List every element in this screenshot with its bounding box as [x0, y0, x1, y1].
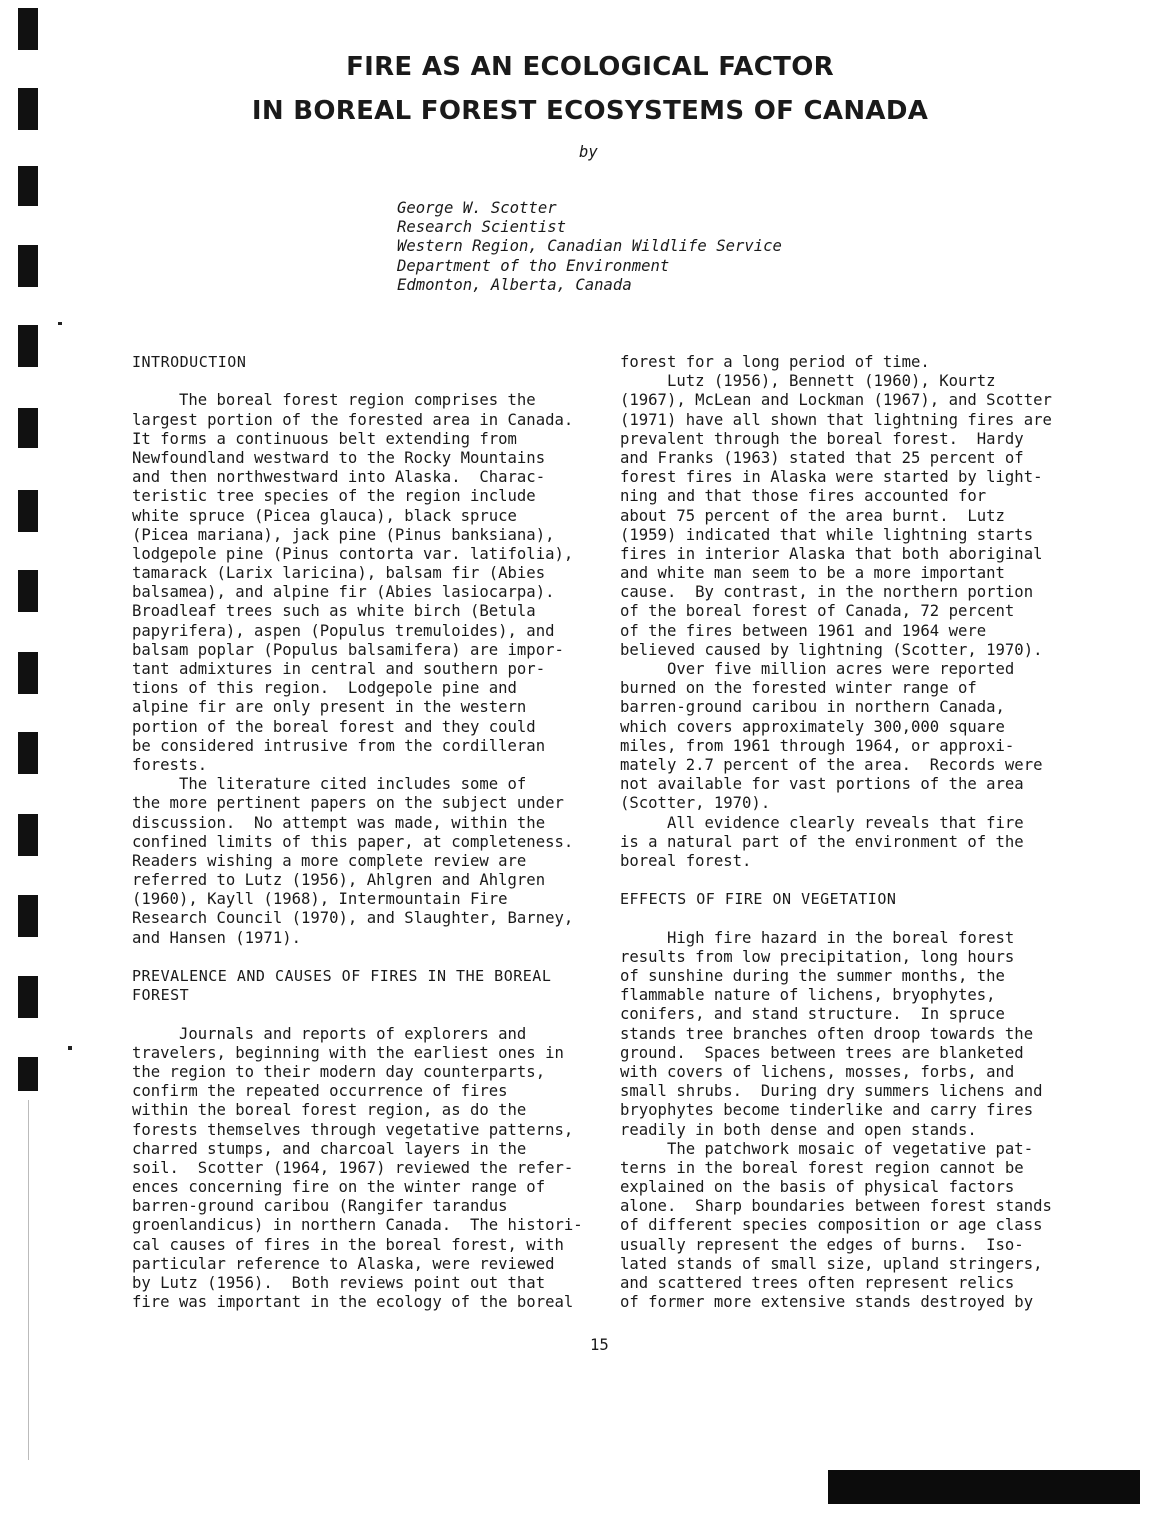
text-line: The literature cited includes some of: [132, 775, 527, 794]
text-line: referred to Lutz (1956), Ahlgren and Ahlgren: [132, 871, 546, 890]
text-line: cause. By contrast, in the northern portion: [620, 583, 1034, 602]
text-line: alpine fir are only present in the western: [132, 698, 527, 717]
text-line: bryophytes become tinderlike and carry fires: [620, 1101, 1034, 1120]
text-line: of the boreal forest of Canada, 72 percent: [620, 602, 1015, 621]
text-line: of different species composition or age class: [620, 1216, 1043, 1235]
text-line: ning and that those fires accounted for: [620, 487, 987, 506]
text-line: burned on the forested winter range of: [620, 679, 977, 698]
text-line: and scattered trees often represent relics: [620, 1274, 1015, 1292]
scan-edge-bar: [18, 652, 38, 694]
scan-edge-bar: [18, 490, 38, 532]
author-block: [397, 199, 782, 295]
text-line: teristic tree species of the region include: [132, 487, 536, 506]
text-line: of the fires between 1961 and 1964 were: [620, 621, 987, 640]
text-line: confirm the repeated occurrence of fires: [132, 1082, 508, 1101]
text-line: Readers wishing a more complete review are: [132, 851, 527, 870]
text-line: soil. Scotter (1964, 1967) reviewed the refer-: [132, 1158, 574, 1177]
text-line: readily in both dense and open stands.: [620, 1120, 977, 1139]
paragraph-gap: [620, 909, 1090, 928]
text-line: white spruce (Picea glauca), black spruce: [132, 506, 517, 525]
text-line: of sunshine during the summer months, the: [620, 967, 1005, 985]
text-line: cal causes of fires in the boreal forest, with: [132, 1235, 564, 1254]
left-column: [132, 353, 602, 1312]
text-line: portion of the boreal forest and they could: [132, 717, 536, 736]
page-number: 15: [590, 1336, 609, 1354]
text-line: believed caused by lightning (Scotter, 1970).: [620, 640, 1043, 659]
text-line: terns in the boreal forest region cannot be: [620, 1158, 1024, 1177]
text-line: the region to their modern day counterparts,: [132, 1062, 546, 1081]
section-heading: FOREST: [132, 986, 190, 1005]
author-affiliation: Western Region, Canadian Wildlife Service: [397, 237, 782, 256]
text-line: forest fires in Alaska were started by light-: [620, 468, 1043, 487]
text-line: by Lutz (1956). Both reviews point out that: [132, 1274, 546, 1292]
scan-edge-bar: [18, 976, 38, 1018]
text-line: groenlandicus) in northern Canada. The histori-: [132, 1216, 583, 1235]
text-line: charred stumps, and charcoal layers in the: [132, 1139, 527, 1158]
text-line: (Scotter, 1970).: [620, 794, 771, 813]
paragraph-gap: [132, 948, 602, 967]
text-line: and then northwestward into Alaska. Charac-: [132, 468, 546, 487]
text-line: tant admixtures in central and southern por-: [132, 660, 546, 678]
text-line: explained on the basis of physical factors: [620, 1178, 1015, 1197]
text-line: (1960), Kayll (1968), Intermountain Fire: [132, 890, 508, 909]
text-line: miles, from 1961 through 1964, or approxi-: [620, 736, 1015, 755]
text-line: about 75 percent of the area burnt. Lutz: [620, 506, 1005, 525]
text-line: with covers of lichens, mosses, forbs, and: [620, 1062, 1015, 1081]
text-line: Journals and reports of explorers and: [132, 1024, 527, 1043]
text-line: balsam poplar (Populus balsamifera) are impor-: [132, 640, 564, 659]
text-line: tions of this region. Lodgepole pine and: [132, 679, 517, 698]
scan-bottom-bar: [828, 1470, 1140, 1504]
author-name: George W. Scotter: [397, 199, 557, 217]
scan-edge-bar: [18, 1057, 38, 1091]
text-line: conifers, and stand structure. In spruce: [620, 1005, 1005, 1024]
text-line: particular reference to Alaska, were reviewed: [132, 1254, 555, 1273]
text-line: within the boreal forest region, as do the: [132, 1101, 527, 1120]
text-line: which covers approximately 300,000 square: [620, 717, 1005, 736]
text-line: boreal forest.: [620, 851, 752, 870]
section-heading: PREVALENCE AND CAUSES OF FIRES IN THE BOREAL: [132, 967, 552, 985]
scan-edge-bar: [18, 814, 38, 856]
scan-margin-mark: [28, 1100, 49, 1460]
text-line: (1967), McLean and Lockman (1967), and Scotter: [620, 391, 1052, 410]
title-line-1: FIRE AS AN ECOLOGICAL FACTOR: [346, 52, 834, 82]
text-line: discussion. No attempt was made, within the: [132, 813, 546, 832]
paragraph-gap: [620, 871, 1090, 890]
text-line: barren-ground caribou in northern Canada,: [620, 698, 1005, 717]
text-line: stands tree branches often droop towards the: [620, 1024, 1034, 1043]
text-line: High fire hazard in the boreal forest: [620, 928, 1015, 947]
scan-edge-bar: [18, 408, 38, 448]
text-line: barren-ground caribou (Rangifer tarandus: [132, 1197, 508, 1216]
text-line: All evidence clearly reveals that fire: [620, 813, 1024, 832]
text-line: the more pertinent papers on the subject under: [132, 794, 564, 813]
author-title: Research Scientist: [397, 218, 566, 237]
text-line: The boreal forest region comprises the: [132, 391, 536, 410]
scan-edge-bar: [18, 325, 38, 367]
section-heading: EFFECTS OF FIRE ON VEGETATION: [620, 890, 897, 909]
text-line: It forms a continuous belt extending from: [132, 429, 517, 448]
text-line: prevalent through the boreal forest. Hardy: [620, 429, 1024, 448]
text-line: mately 2.7 percent of the area. Records were: [620, 755, 1043, 774]
text-line: fire was important in the ecology of the boreal: [132, 1293, 574, 1312]
text-line: Over five million acres were reported: [620, 660, 1015, 678]
right-column: [620, 353, 1090, 1312]
scan-edge-bar: [18, 895, 38, 937]
scan-speck: [58, 322, 62, 325]
scan-edge-bar: [18, 166, 38, 206]
paragraph-gap: [132, 372, 602, 391]
text-line: flammable nature of lichens, bryophytes,: [620, 986, 996, 1005]
text-line: Research Council (1970), and Slaughter, Barney,: [132, 909, 574, 928]
text-line: papyrifera), aspen (Populus tremuloides), and: [132, 621, 555, 640]
text-line: usually represent the edges of burns. Iso-: [620, 1235, 1024, 1254]
text-line: lated stands of small size, upland stringers,: [620, 1254, 1043, 1273]
text-line: (Picea mariana), jack pine (Pinus banksiana),: [132, 525, 555, 544]
text-line: results from low precipitation, long hours: [620, 947, 1015, 966]
text-line: and Franks (1963) stated that 25 percent of: [620, 448, 1024, 467]
text-line: (1959) indicated that while lightning starts: [620, 525, 1034, 544]
scan-edge-bar: [18, 570, 38, 612]
text-line: (1971) have all shown that lightning fires are: [620, 410, 1052, 429]
text-line: is a natural part of the environment of the: [620, 832, 1024, 851]
author-location: Edmonton, Alberta, Canada: [397, 275, 632, 294]
text-line: Lutz (1956), Bennett (1960), Kourtz: [620, 372, 996, 391]
text-line: The patchwork mosaic of vegetative pat-: [620, 1139, 1034, 1158]
text-line: forests.: [132, 755, 208, 774]
text-line: of former more extensive stands destroyed by: [620, 1293, 1034, 1312]
text-line: travelers, beginning with the earliest ones in: [132, 1043, 564, 1062]
text-line: Broadleaf trees such as white birch (Betula: [132, 602, 536, 621]
text-line: ground. Spaces between trees are blanketed: [620, 1043, 1024, 1062]
byline: by: [579, 143, 598, 161]
scan-edge-bar: [18, 8, 38, 50]
text-line: largest portion of the forested area in Canada.: [132, 410, 574, 429]
text-line: be considered intrusive from the cordilleran: [132, 736, 546, 755]
text-line: lodgepole pine (Pinus contorta var. latifolia),: [132, 544, 574, 563]
text-line: ences concerning fire on the winter range of: [132, 1178, 546, 1197]
scan-speck: [68, 1046, 72, 1050]
text-line: tamarack (Larix laricina), balsam fir (Abies: [132, 564, 546, 583]
text-line: fires in interior Alaska that both aboriginal: [620, 544, 1043, 563]
scan-edge-bar: [18, 732, 38, 774]
text-line: and Hansen (1971).: [132, 928, 301, 947]
paragraph-gap: [132, 1005, 602, 1024]
text-line: not available for vast portions of the area: [620, 775, 1024, 794]
scan-edge-bar: [18, 245, 38, 287]
text-line: and white man seem to be a more important: [620, 564, 1005, 583]
text-line: balsamea), and alpine fir (Abies lasiocarpa).: [132, 583, 555, 602]
section-heading: INTRODUCTION: [132, 353, 247, 371]
text-line: alone. Sharp boundaries between forest stands: [620, 1197, 1052, 1216]
text-line: Newfoundland westward to the Rocky Mountains: [132, 448, 546, 467]
title-line-2: IN BOREAL FOREST ECOSYSTEMS OF CANADA: [251, 96, 929, 126]
text-line: confined limits of this paper, at completeness.: [132, 832, 574, 851]
text-line: forests themselves through vegetative patterns,: [132, 1120, 574, 1139]
text-line: small shrubs. During dry summers lichens and: [620, 1082, 1043, 1101]
author-department: Department of tho Environment: [397, 256, 670, 275]
text-line: forest for a long period of time.: [620, 353, 930, 371]
